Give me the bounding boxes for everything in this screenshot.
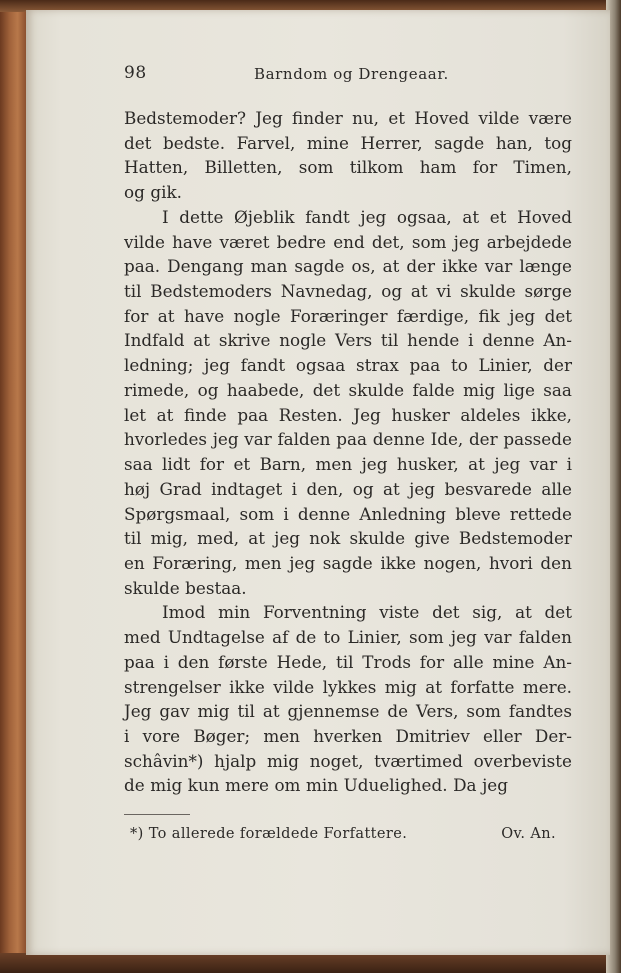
word: jeg [360,206,387,227]
word: Farvel, [236,132,296,153]
word: var [484,627,512,648]
word: vilde [124,231,165,252]
word: denne [482,330,535,351]
word: mig [197,701,230,722]
word: sagde [434,132,485,153]
word: Foræring, [152,552,238,573]
word: man [250,256,288,277]
word: var [244,429,272,450]
text-line [124,576,572,601]
word: at [156,404,174,425]
word: det [544,305,572,326]
word: eller [483,725,522,746]
page-header [124,63,572,87]
word: Hoved [414,108,470,128]
word: paa [409,355,441,376]
word: jeg [494,454,521,475]
word: I [162,206,169,227]
word: det, [371,231,405,252]
word: Resten. [278,404,343,425]
word: falden [518,627,572,648]
word: have [172,231,213,252]
text-line [124,353,572,378]
word: som [466,701,501,722]
word: fandtes [508,701,572,722]
word: finder [292,108,343,128]
word: mine [492,651,535,672]
word: og [197,379,219,400]
word: An- [543,330,572,351]
word: Navnedag, [280,281,373,302]
word: strengelser [124,676,221,697]
word: men [244,552,282,573]
text-line [124,106,572,131]
word: alle [541,478,572,499]
text-line [124,378,572,403]
word: jeg [361,454,388,475]
word: for [199,454,225,475]
word: bedre [276,231,327,252]
word: Dmitriev [395,725,470,746]
word: ikke [229,676,265,697]
word: mere. [522,676,572,697]
word: lige [503,379,535,400]
text-line [124,749,572,774]
word: de [124,775,145,796]
word: bleve [455,503,501,524]
footnote [130,826,560,850]
word: to [323,627,341,648]
word: jeg [289,552,316,573]
word: sørge [524,281,572,302]
word: os, [351,256,376,277]
word: der [543,355,572,376]
word: lidt [162,454,191,475]
word: var [529,454,558,475]
word: skulde [124,577,180,598]
word: til [237,701,255,722]
word: ham [419,157,457,178]
word: forfatte [450,676,515,697]
word: men [315,454,353,475]
word: Forventning [262,602,367,623]
word: fik [478,305,500,326]
word: vi [436,281,452,302]
word: det [544,602,572,623]
word: vore [142,725,181,746]
word: at [410,281,428,302]
word: jeg [453,231,480,252]
word: det [432,602,460,623]
word: nok [309,528,341,549]
word: Undtagelse [167,627,265,648]
word: aldeles [460,404,521,425]
word: at [382,256,400,277]
word: et [233,454,251,475]
word: med, [197,528,240,549]
word: mig [150,775,183,796]
word: Spørgsmaal, [124,503,231,524]
text-line [124,625,572,650]
text-line [124,477,572,502]
word: være [528,108,572,128]
word: paa [237,404,269,425]
word: Imod [162,602,206,623]
text-line [124,304,572,329]
word: sagde [322,552,373,573]
word: af [272,627,289,648]
text-line [124,452,572,477]
word: et [388,108,406,128]
word: et [489,206,507,227]
word: Uduelighed. [343,775,448,796]
word: mig, [150,528,188,549]
book-edge-bottom [0,953,621,973]
word: jeg [450,627,477,648]
word: mig [384,676,417,697]
word: til [335,651,354,672]
word: to [450,355,468,376]
word: Trods [362,651,411,672]
word: husker [391,404,450,425]
word: i [283,503,289,524]
word: paa. [124,256,161,277]
running-title: Barndom og Drengeaar. [254,65,449,83]
word: ikke, [530,404,572,425]
word: Bedstemoders [150,281,272,302]
word: som [239,503,275,524]
word: mig [463,379,496,400]
word: Indfald [124,330,185,351]
word: for [124,305,149,326]
word: var [484,256,513,277]
word: Bedstemoder? [124,108,247,128]
word: Foræringer [289,305,388,326]
text-line [124,773,572,798]
word: første [218,651,268,672]
word: i [468,330,474,351]
word: at [262,701,280,722]
word: give [414,528,450,549]
word: hjalp [214,750,257,771]
word: til [124,528,142,549]
word: Linier, [347,627,402,648]
word: Vers [334,330,373,351]
word: det [312,379,341,400]
word: der [406,256,436,277]
text-line [124,403,572,428]
word: Grad [159,478,202,499]
word: at [383,478,400,499]
footnote-rule [124,814,190,815]
word: schâvin*) [124,750,204,771]
word: mig [267,750,300,771]
word: at [425,676,442,697]
text-line [124,675,572,700]
word: passede [503,429,572,450]
word: jeg [409,478,436,499]
word: nu, [352,108,380,128]
word: at [462,206,480,227]
word: ledning; [124,355,194,376]
word: end [333,231,365,252]
word: rimede, [124,379,190,400]
word: tilkom [349,157,404,178]
word: gjennemse [287,701,380,722]
text-line [124,254,572,279]
word: viste [379,602,420,623]
footnote-signature: Ov. An. [501,826,556,842]
word: Hoved [517,206,572,227]
word: indtaget [211,478,283,499]
word: vilde [478,108,520,128]
word: skulde [460,281,516,302]
text-line [124,724,572,749]
word: de [387,701,409,722]
text-line [124,279,572,304]
word: paa [336,429,367,450]
text-line [124,328,572,353]
word: bedste. [163,132,226,153]
word: Bedstemoder [458,528,572,549]
text-line [124,205,572,230]
word: i [124,725,130,746]
body-text [124,106,572,798]
word: i [291,478,298,499]
text-line [124,526,572,551]
word: rettede [509,503,572,524]
page-number: 98 [124,63,147,83]
word: Herrer, [360,132,423,153]
text-line [124,551,572,576]
word: for [419,651,445,672]
word: ikke [380,552,417,573]
word: jeg [212,429,239,450]
word: den [540,552,572,573]
word: Hede, [276,651,328,672]
word: længe [519,256,572,277]
word: han, [495,132,533,153]
word: strax [355,355,399,376]
word: Dengang [167,256,244,277]
word: og [352,478,374,499]
word: denne [297,503,351,524]
text-line [124,155,572,180]
word: i [566,454,572,475]
word: falden [277,429,331,450]
word: jeg [274,528,301,549]
word: Vers, [415,701,459,722]
word: skulde [348,379,405,400]
word: ikke [442,256,478,277]
word: kun [187,775,220,796]
word: en [124,552,145,573]
word: bestaa. [185,577,247,598]
footnote-text: *) To allerede forældede Forfattere. [130,826,408,842]
word: og [124,182,145,203]
word: de [295,627,317,648]
word: jeg [204,355,230,376]
word: overbeviste [473,750,572,771]
word: det [124,132,152,153]
word: Jeg [124,701,152,722]
word: Barn, [259,454,307,475]
word: mine [306,132,349,153]
word: for [472,157,498,178]
word: saa [543,379,572,400]
word: om [274,775,301,796]
word: ogsaa [295,355,346,376]
word: Billetten, [204,157,283,178]
word: som [298,157,334,178]
word: jeg [509,305,536,326]
text-line [124,131,572,156]
word: hverken [313,725,383,746]
word: jeg [482,775,508,796]
word: let [124,404,147,425]
word: min [218,602,251,623]
word: som [411,231,447,252]
word: Ide, [430,429,464,450]
word: Jeg [353,404,381,425]
word: Timen, [513,157,572,178]
word: paa [124,651,155,672]
word: fandt [240,355,286,376]
word: i [163,651,169,672]
word: noget, [309,750,364,771]
word: færdige, [396,305,470,326]
word: min [306,775,339,796]
word: tværtimed [374,750,463,771]
word: at [468,454,485,475]
word: hende [407,330,460,351]
word: og [381,281,403,302]
word: at [515,602,532,623]
word: sagde [294,256,345,277]
word: den [177,651,210,672]
word: Da [453,775,477,796]
word: Der- [534,725,572,746]
word: hvorledes [124,429,207,450]
word: til [380,330,399,351]
word: finde [184,404,227,425]
word: besvarede [444,478,532,499]
word: denne [372,429,425,450]
word: gav [159,701,190,722]
text-line [124,699,572,724]
word: sig, [472,602,503,623]
word: været [219,231,270,252]
word: Linier, [478,355,533,376]
word: Øjeblik [234,206,295,227]
word: som [409,627,444,648]
word: at [193,330,211,351]
word: saa [124,454,153,475]
word: Jeg [255,108,283,128]
word: Bøger; [193,725,251,746]
word: ogsaa, [396,206,452,227]
word: nogen, [423,552,482,573]
word: men [263,725,300,746]
text-line [124,600,572,625]
word: falde [412,379,455,400]
word: gik. [150,182,183,203]
text-line [124,502,572,527]
word: nogle [279,330,327,351]
word: have [183,305,225,326]
word: at [157,305,175,326]
word: hvori [489,552,533,573]
word: husker, [396,454,459,475]
word: An- [543,651,572,672]
word: den, [306,478,344,499]
word: med [124,627,161,648]
word: at [248,528,265,549]
word: alle [452,651,484,672]
word: skulde [349,528,406,549]
word: dette [179,206,224,227]
word: tog [544,132,572,153]
text-line [124,427,572,452]
word: fandt [305,206,350,227]
text-line [124,180,572,205]
word: nogle [233,305,281,326]
word: høj [124,478,151,499]
word: vilde [273,676,315,697]
word: skrive [218,330,271,351]
word: til [124,281,142,302]
word: arbejdede [486,231,572,252]
text-line [124,230,572,255]
word: der [468,429,498,450]
text-line [124,650,572,675]
word: mere [225,775,269,796]
word: haabede, [226,379,305,400]
word: Hatten, [124,157,189,178]
word: Anledning [359,503,447,524]
word: lykkes [322,676,377,697]
